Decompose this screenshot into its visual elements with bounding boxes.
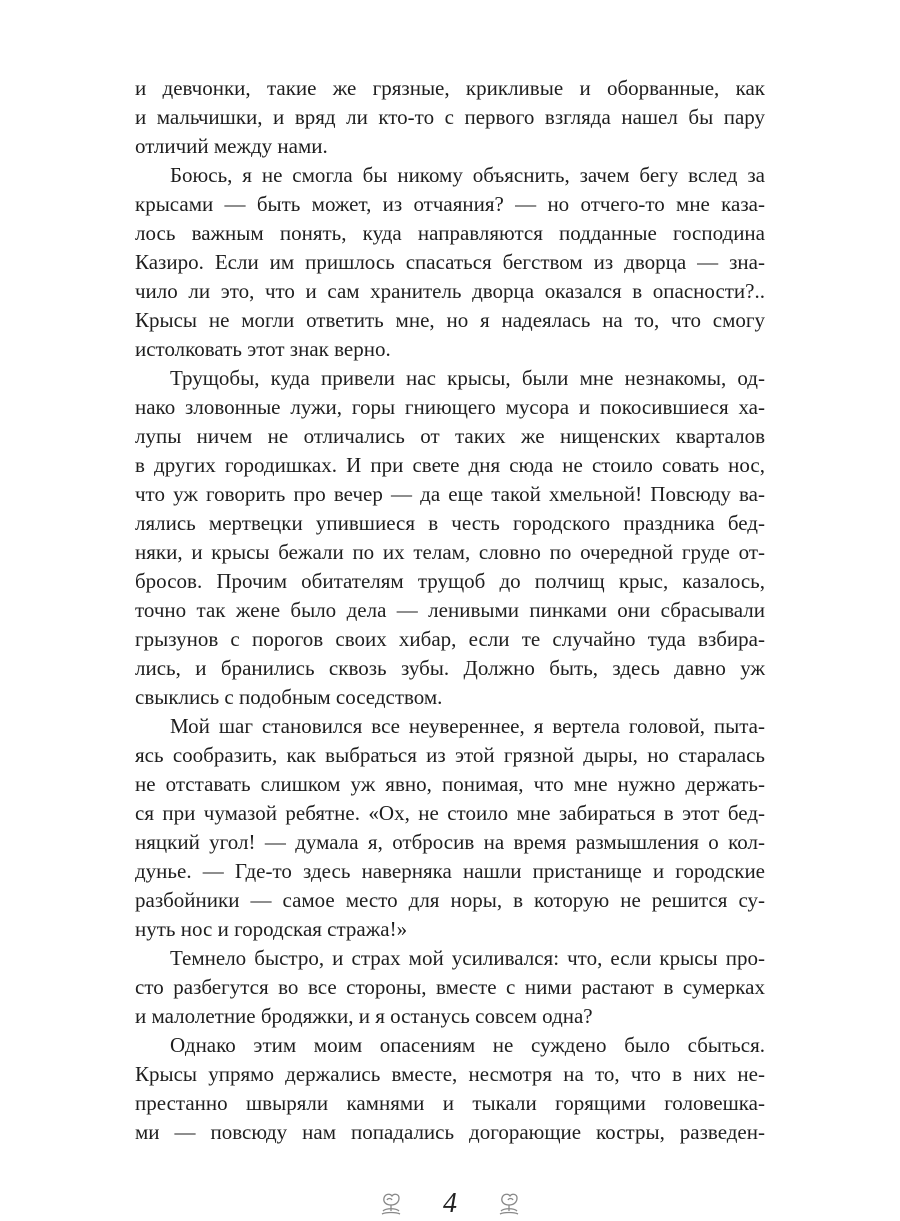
paragraph: [135, 364, 765, 712]
text-line: лялись мертвецки упившиеся в честь городского праздника бед-: [135, 511, 765, 535]
text-line: и девчонки, такие же грязные, крикливые и оборванные, как: [135, 76, 765, 100]
text-line: ся при чумазой ребятне. «Ох, не стоило мне забираться в этот бед-: [135, 801, 765, 825]
text-line: отличий между нами.: [135, 134, 328, 158]
text-line: дунье. — Где-то здесь наверняка нашли пристанище и городские: [135, 859, 765, 883]
text-line: не отставать слишком уж явно, понимая, что мне нужно держать-: [135, 772, 765, 796]
paragraph: [135, 944, 765, 1031]
text-line: ми — повсюду нам попадались догорающие костры, разведен-: [135, 1120, 765, 1144]
text-line: нуть нос и городская стража!»: [135, 917, 408, 941]
text-line: чило ли это, что и сам хранитель дворца оказался в опасности?..: [135, 279, 765, 303]
text-line: няцкий угол! — думала я, отбросив на время размышления о кол-: [135, 830, 765, 854]
paragraph: [135, 161, 765, 364]
text-line: и малолетние бродяжки, и я останусь совсем одна?: [135, 1004, 593, 1028]
floral-ornament-icon: [377, 1191, 405, 1217]
text-line: Однако этим моим опасениям не суждено было сбыться.: [170, 1033, 765, 1057]
text-line: истолковать этот знак верно.: [135, 337, 391, 361]
text-line: и мальчишки, и вряд ли кто-то с первого взгляда нашел бы пару: [135, 105, 765, 129]
text-line: Казиро. Если им пришлось спасаться бегством из дворца — зна-: [135, 250, 765, 274]
text-line: крысами — быть может, из отчаяния? — но отчего-то мне каза-: [135, 192, 765, 216]
text-line: грызунов с порогов своих хибар, если те случайно туда взбира-: [135, 627, 765, 651]
text-line: в других городишках. И при свете дня сюда не стоило совать нос,: [135, 453, 765, 477]
text-line: Крысы не могли ответить мне, но я надеялась на то, что смогу: [135, 308, 765, 332]
paragraph: [135, 74, 765, 161]
text-line: лось важным понять, куда направляются подданные господина: [135, 221, 765, 245]
paragraph: [135, 1031, 765, 1147]
text-line: Трущобы, куда привели нас крысы, были мне незнакомы, од-: [170, 366, 765, 390]
text-line: свыклись с подобным соседством.: [135, 685, 443, 709]
text-line: престанно швыряли камнями и тыкали горящими головешка-: [135, 1091, 765, 1115]
page-footer: [0, 1187, 900, 1221]
text-line: что уж говорить про вечер — да еще такой хмельной! Повсюду ва-: [135, 482, 765, 506]
text-line: точно так жене было дела — ленивыми пинками они сбрасывали: [135, 598, 765, 622]
page-number: 4: [443, 1188, 457, 1219]
text-line: лупы ничем не отличались от таких же нищенских кварталов: [135, 424, 765, 448]
floral-ornament-icon: [495, 1191, 523, 1217]
text-line: лись, и бранились сквозь зубы. Должно быть, здесь давно уж: [135, 656, 765, 680]
text-line: бросов. Прочим обитателям трущоб до полчищ крыс, казалось,: [135, 569, 765, 593]
text-line: нако зловонные лужи, горы гниющего мусора и покосившиеся ха-: [135, 395, 765, 419]
text-line: Мой шаг становился все неувереннее, я вертела головой, пыта-: [170, 714, 765, 738]
page-body-text: [135, 0, 765, 1147]
text-line: Темнело быстро, и страх мой усиливался: что, если крысы про-: [170, 946, 765, 970]
text-line: Крысы упрямо держались вместе, несмотря на то, что в них не-: [135, 1062, 765, 1086]
text-line: разбойники — самое место для норы, в которую не решится су-: [135, 888, 765, 912]
text-line: ясь сообразить, как выбраться из этой грязной дыры, но старалась: [135, 743, 765, 767]
text-line: Боюсь, я не смогла бы никому объяснить, зачем бегу вслед за: [170, 163, 765, 187]
paragraph: [135, 712, 765, 944]
text-line: няки, и крысы бежали по их телам, словно по очередной груде от-: [135, 540, 765, 564]
text-line: сто разбегутся во все стороны, вместе с ними растают в сумерках: [135, 975, 765, 999]
